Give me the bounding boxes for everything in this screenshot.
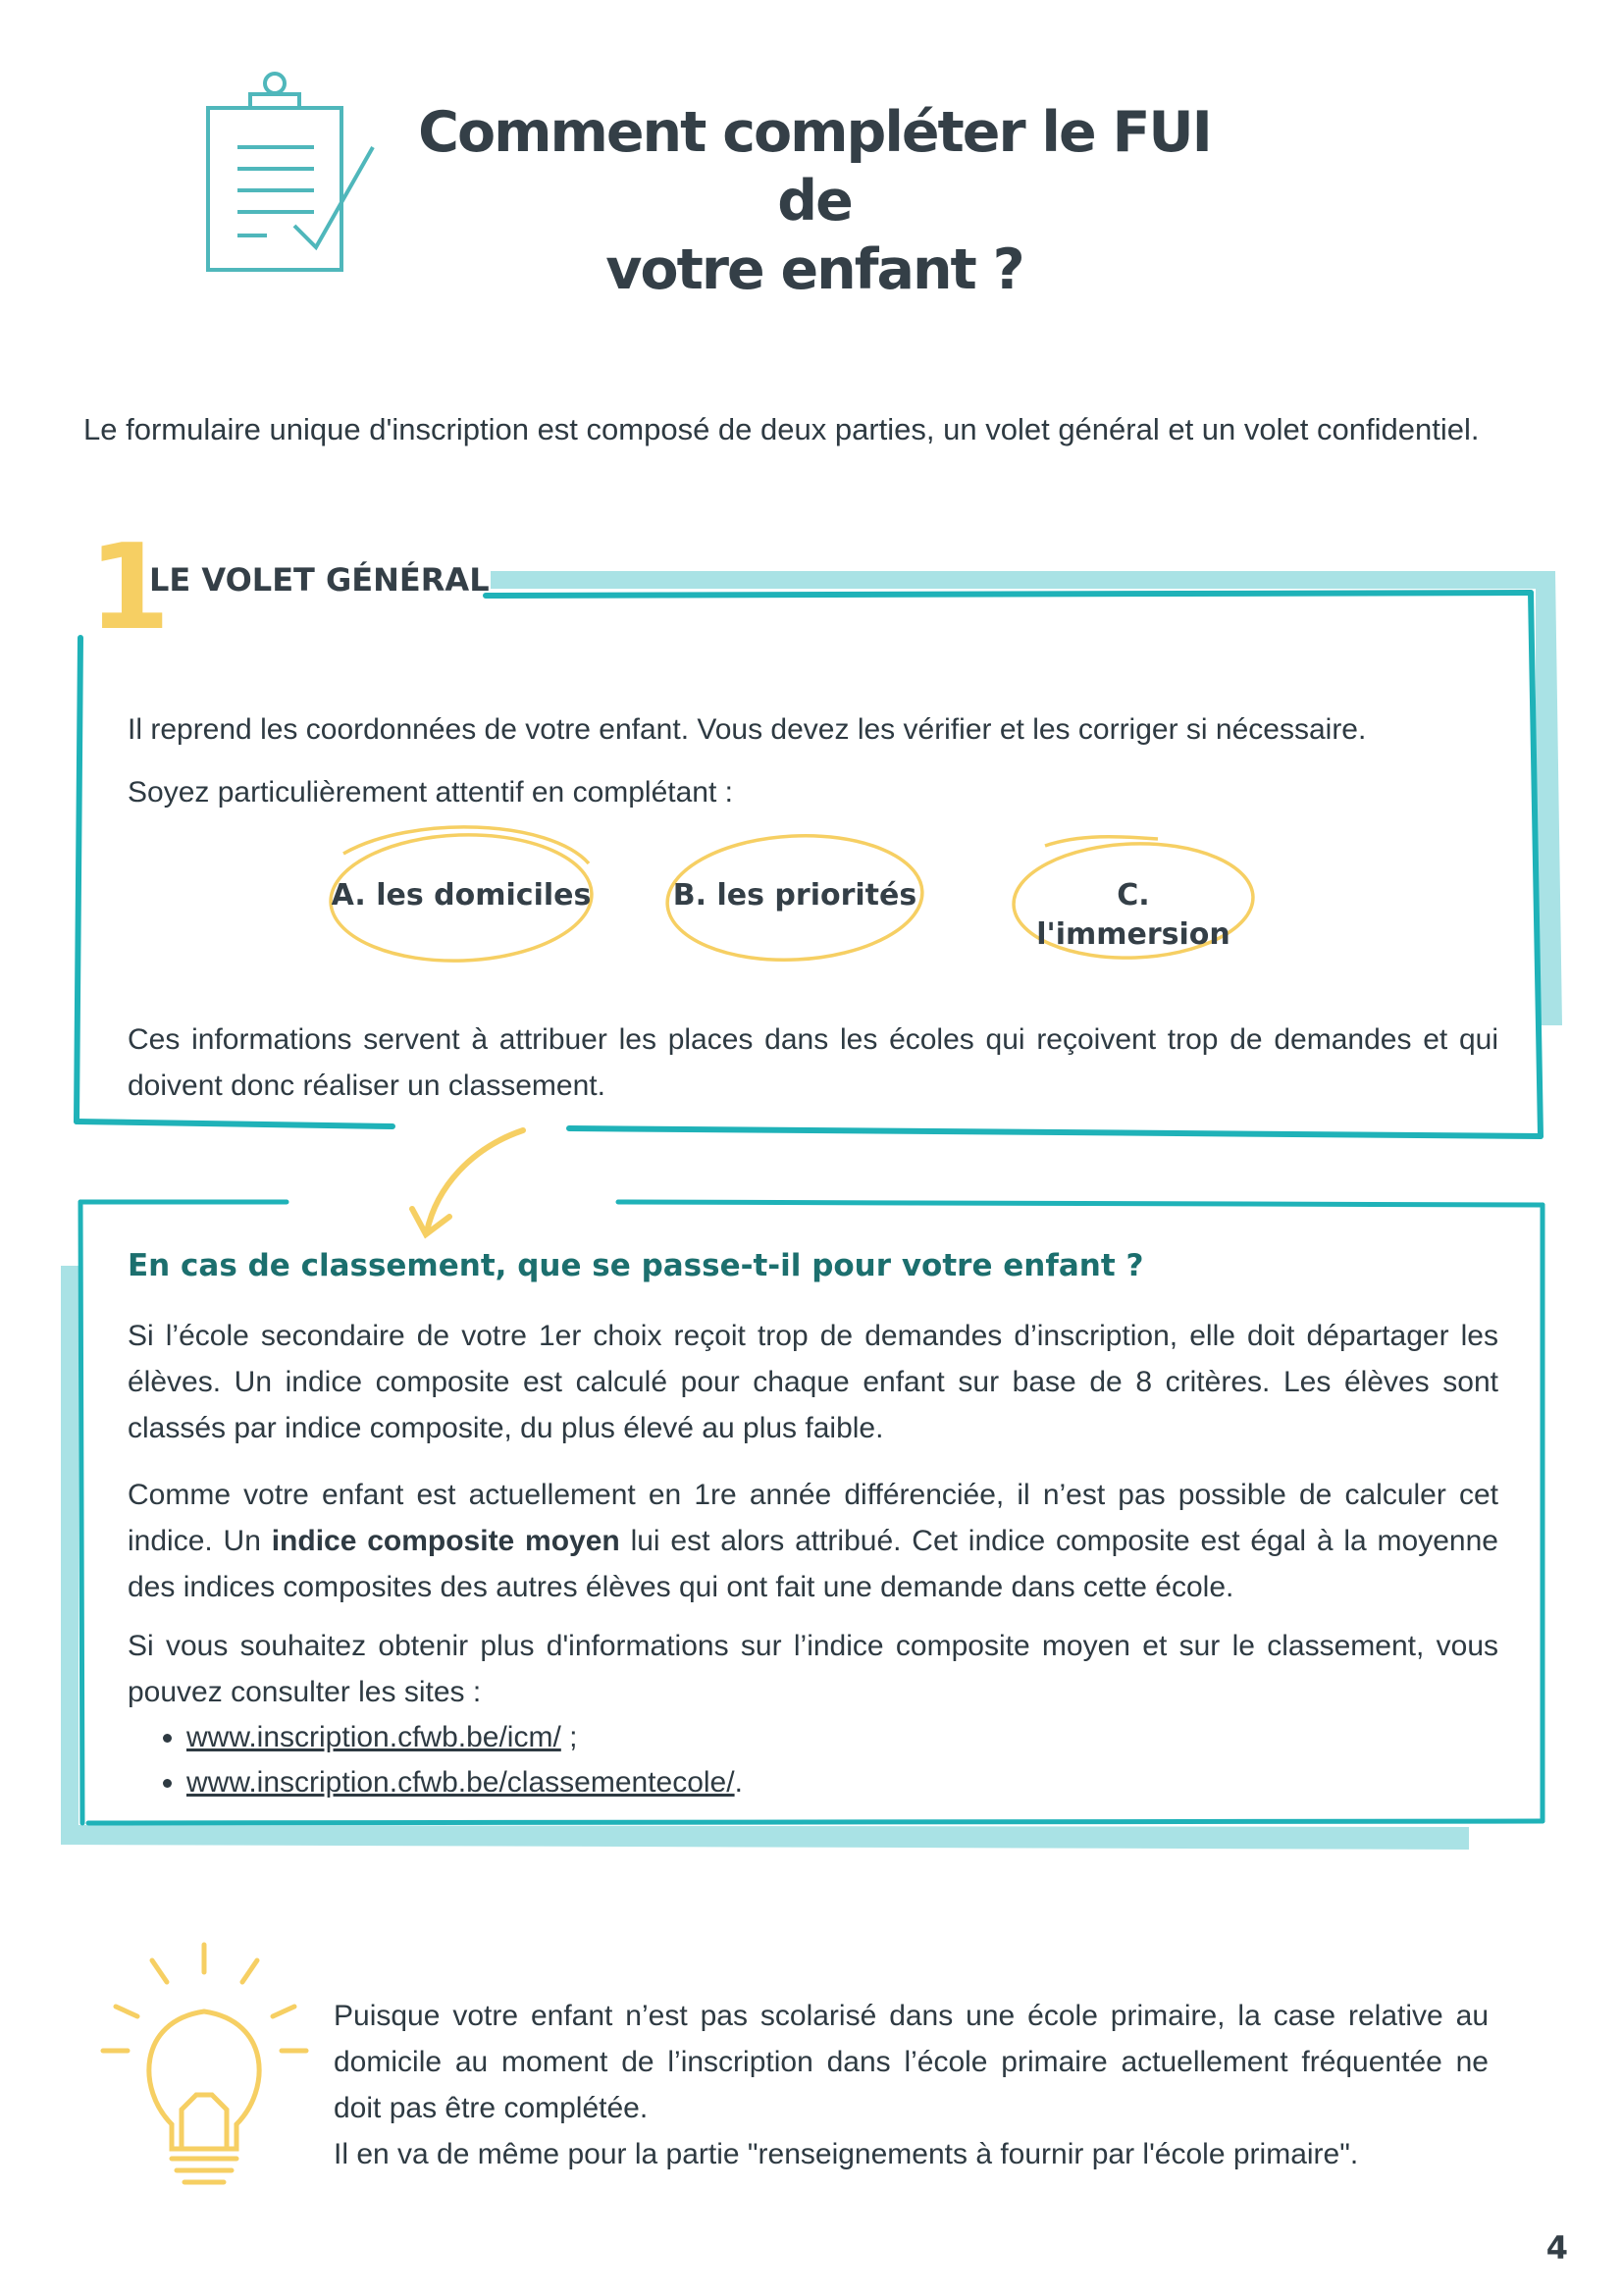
bold-indice-composite-moyen: indice composite moyen <box>271 1525 620 1557</box>
pill-immersion: C. l'immersion <box>1036 878 1230 952</box>
link-classementecole[interactable]: www.inscription.cfwb.be/classementecole/ <box>186 1766 735 1799</box>
page-title-line2: votre enfant ? <box>605 237 1023 302</box>
links-list <box>128 1715 1498 1805</box>
section1-para2: Soyez particulièrement attentif en complétant : <box>128 776 733 809</box>
curved-arrow-icon <box>412 1130 523 1234</box>
clipboard-check-icon <box>208 74 373 270</box>
section1-para3: Ces informations servent à attribuer les places dans les écoles qui reçoivent trop de demandes et qui doivent donc réaliser un classement. <box>128 1023 1498 1102</box>
page-number: 4 <box>1545 2229 1568 2267</box>
section2-title: En cas de classement, que se passe-t-il pour votre enfant ? <box>128 1248 1144 1283</box>
section1-title: LE VOLET GÉNÉRAL <box>149 561 490 599</box>
section2-para1: Si l’école secondaire de votre 1er choix reçoit trop de demandes d’inscription, elle doit départager les élèves. Un indice composite est calculé pour chaque enfant sur base de 8 critères. Les élèves sont classés par indice composite, du plus élevé au plus faible. <box>128 1320 1498 1444</box>
section2-para3: Si vous souhaitez obtenir plus d'informations sur l’indice composite moyen et sur le classement, vous pouvez consulter les sites : <box>128 1630 1498 1708</box>
section1-number: 1 <box>88 520 171 656</box>
page-title <box>373 98 1256 304</box>
lightbulb-icon <box>103 1945 306 2182</box>
pill-priorites: B. les priorités <box>672 878 917 913</box>
section2-para2: Comme votre enfant est actuellement en 1re année différenciée, il n’est pas possible de calculer cet indice. Un indice composite moyen lui est alors attribué. Cet indice composite est égal à la moyenne des indices composites des autres élèves qui ont fait une demande dans cette école. <box>128 1479 1498 1603</box>
pill-domiciles: A. les domiciles <box>331 878 592 913</box>
page-title-line1: Comment compléter le FUI de <box>418 100 1211 234</box>
tip-para2: Il en va de même pour la partie "renseignements à fournir par l'école primaire". <box>334 2138 1359 2170</box>
intro-text: Le formulaire unique d'inscription est composé de deux parties, un volet général et un volet confidentiel. <box>83 412 1480 446</box>
link-icm[interactable]: www.inscription.cfwb.be/icm/ <box>186 1721 561 1753</box>
list-item: • www.inscription.cfwb.be/icm/ ; <box>186 1715 1498 1760</box>
tip-para1: Puisque votre enfant n’est pas scolarisé dans une école primaire, la case relative au domicile au moment de l’inscription dans l’école primaire actuellement fréquentée ne doit pas être complétée. <box>334 2000 1489 2124</box>
list-item: • www.inscription.cfwb.be/classementecole/. <box>186 1760 1498 1805</box>
section1-para1: Il reprend les coordonnées de votre enfant. Vous devez les vérifier et les corriger si nécessaire. <box>128 713 1367 746</box>
